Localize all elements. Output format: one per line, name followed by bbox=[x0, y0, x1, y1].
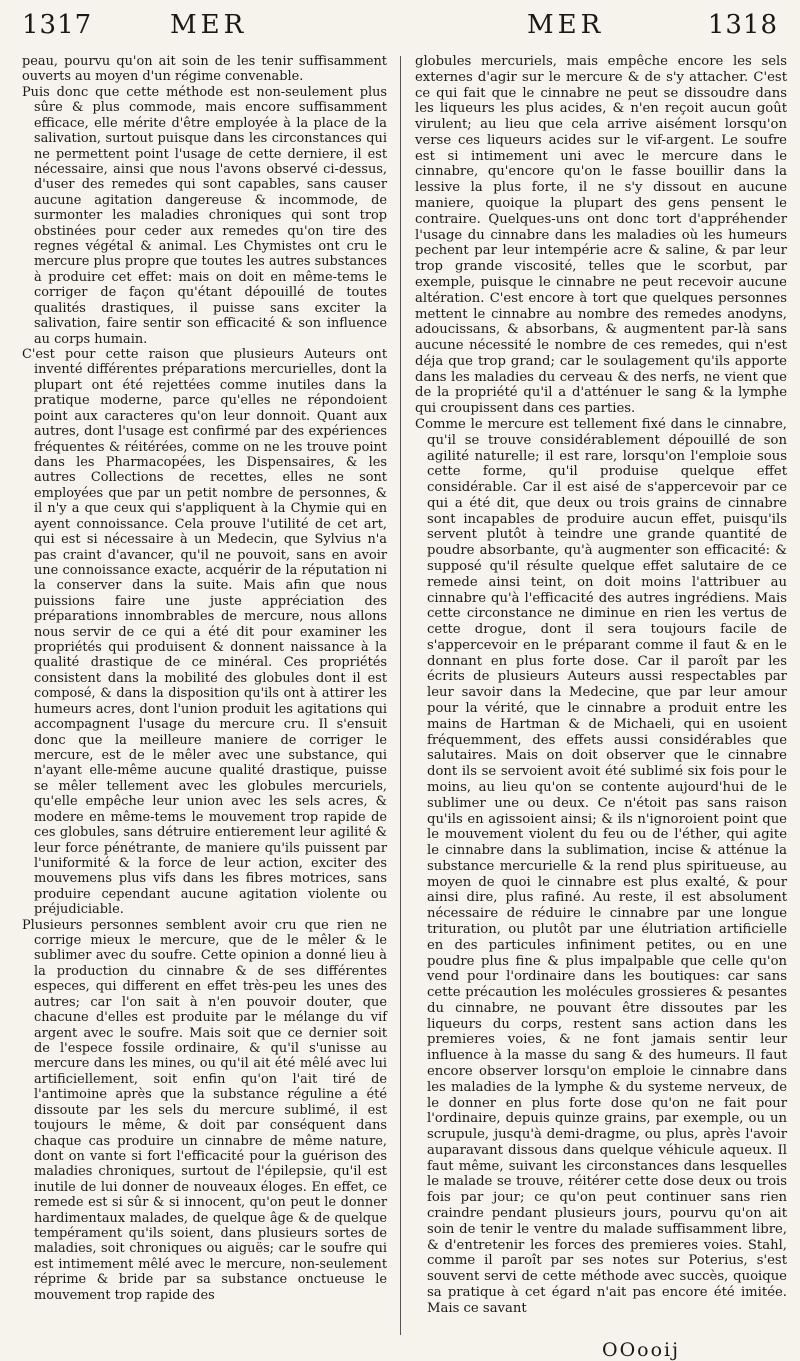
page-header bbox=[0, 10, 800, 60]
right-page-number: 1318 bbox=[707, 10, 778, 40]
right-column bbox=[415, 54, 787, 1317]
left-running-head: MER bbox=[170, 10, 248, 40]
paragraph: C'est pour cette raison que plusieurs Auteurs ont inventé différentes préparations mercurielles, dont la plupart ont été rejettées comme inutiles dans la pratique moderne, parce qu'elles ne répondoient point aux caracteres qu'on leur donnoit. Quant aux autres, dont l'usage est confirmé par des expériences fréquentes & réitérées, comme on ne les trouve point dans les Pharmacopées, les Dispensaires, & les autres Collections de recettes, elles ne sont employées que par un petit nombre de personnes, & il n'y a que ceux qui s'appliquent à la Chymie qui en ayent connoissance. Cela prouve l'utilité de cet art, qui est si nécessaire à un Medecin, que Sylvius n'a pas craint d'avancer, qu'il ne pouvoit, sans en avoir une connoissance exacte, acquérir de la réputation ni la conserver dans la suite. Mais afin que nous puissions faire une juste appréciation des préparations innombrables de mercure, nous allons nous servir de ce qui a été dit pour examiner les propriétés qui produisent & donnent naissance à la qualité drastique de ce minéral. Ces propriétés consistent dans la mobilité des globules dont il est composé, & dans la disposition qu'ils ont à attirer les humeurs acres, dont l'union produit les agitations qui accompagnent l'usage du mercure cru. Il s'ensuit donc que la meilleure maniere de corriger le mercure, est de le mêler avec une substance, qui n'ayant elle-même aucune qualité drastique, puisse se mêler tellement avec les globules mercuriels, qu'elle empêche leur union avec les sels acres, & modere en même-tems le mouvement trop rapide de ces globules, sans détruire entierement leur agilité & leur force pénétrante, de maniere qu'ils puissent par l'uniformité & la force de leur action, exciter des mouvemens plus vifs dans les fibres motrices, sans produire cependant aucune agitation violente ou préjudiciable. bbox=[22, 347, 387, 918]
right-running-head: MER bbox=[527, 10, 605, 40]
paragraph: Plusieurs personnes semblent avoir cru que rien ne corrige mieux le mercure, que de le mêler & le sublimer avec du soufre. Cette opinion a donné lieu à la production du cinnabre & de ses différentes especes, qui different en effet très-peu les unes des autres; car l'on sait à n'en pouvoir douter, que chacune d'elles est produite par le mélange du vif argent avec le soufre. Mais soit que ce dernier soit de l'espece fossile ordinaire, & qu'il s'unisse au mercure dans les mines, ou qu'il ait été mêlé avec lui artificiellement, soit enfin qu'on l'ait tiré de l'antimoine après que la substance réguline a été dissoute par les sels du mercure sublimé, il est toujours le même, & doit par conséquent dans chaque cas produire un cinnabre de même nature, dont on vante si fort l'efficacité pour la guérison des maladies chroniques, surtout de l'épilepsie, qu'il est inutile de lui donner de nouveaux éloges. En effet, ce remede est si sûr & si innocent, qu'on peut le donner hardimentaux malades, de quelque âge & de quelque tempérament qu'ils soient, dans plusieurs sortes de maladies, soit chroniques ou aiguës; car le soufre qui est intimement mêlé avec le mercure, non-seulement réprime & bride par sa substance onctueuse le mouvement trop rapide des bbox=[22, 917, 387, 1303]
column-divider bbox=[400, 56, 401, 1335]
paragraph: Comme le mercure est tellement fixé dans le cinnabre, qu'il se trouve considérablement dépouillé de son agilité naturelle; il est rare, lorsqu'on l'emploie sous cette forme, qu'il produise quelque effet considérable. Car il est aisé de s'appercevoir par ce qui a été dit, que deux ou trois grains de cinnabre sont incapables de produire aucun effet, puisqu'ils servent plutôt à teindre une grande quantité de poudre absorbante, qu'à augmenter son efficacité: & supposé qu'il résulte quelque effet salutaire de ce remede ainsi teint, on doit moins l'attribuer au cinnabre qu'à l'efficacité des autres ingrédiens. Mais cette circonstance ne diminue en rien les vertus de cette drogue, dont il sera toujours facile de s'appercevoir en le préparant comme il faut & en le donnant en plus forte dose. Car il paroît par les écrits de plusieurs Auteurs aussi respectables par leur savoir dans la Medecine, que par leur amour pour la vérité, que le cinnabre a produit entre les mains de Hartman & de Michaeli, qui en usoient fréquemment, des effets aussi considérables que salutaires. Mais on doit observer que le cinnabre dont ils se servoient avoit été sublimé six fois pour le moins, au lieu qu'on se contente aujourd'hui de le sublimer une ou deux. Ce n'étoit pas sans raison qu'ils en agissoient ainsi; & ils n'ignoroient point que le mouvement violent du feu ou de l'éther, qui agite le cinnabre dans la sublimation, incise & atténue la substance mercurielle & la rend plus spiritueuse, au moyen de quoi le cinnabre est plus exalté, & pour ainsi dire, plus rafiné. Au reste, il est absolument nécessaire de réduire le cinnabre par une longue trituration, ou plutôt par une élutriation artificielle en des particules infiniment petites, ou en une poudre plus fine & plus impalpable que celle qu'on vend pour l'ordinaire dans les boutiques: car sans cette précaution les molécules grossieres & pesantes du cinnabre, ne pouvant être dissoutes par les liqueurs du corps, restent sans action dans les premieres voies, & ne font jamais sentir leur influence à la masse du sang & des humeurs. Il faut encore observer lorsqu'on emploie le cinnabre dans les maladies de la lymphe & du systeme nerveux, de le donner en plus forte dose qu'on ne fait pour l'ordinaire, depuis quinze grains, par exemple, ou un scrupule, jusqu'à demi-dragme, ou plus, après l'avoir auparavant dissous dans quelque véhicule aqueux. Il faut même, suivant les circonstances dans lesquelles le malade se trouve, réitérer cette dose deux ou trois fois par jour; ce qu'on peut continuer sans rien craindre pendant plusieurs jours, pourvu qu'on ait soin de tenir le ventre du malade suffisamment libre, & d'entretenir les forces des premieres voies. Stahl, comme il paroît par ses notes sur Poterius, s'est souvent servi de cette méthode avec succès, quoique sa pratique à cet égard n'ait pas encore été imitée. Mais ce savant bbox=[415, 416, 787, 1316]
paragraph: peau, pourvu qu'on ait soin de les tenir suffisamment ouverts au moyen d'un régime convenable. bbox=[22, 54, 387, 85]
left-column bbox=[22, 54, 387, 1303]
signature-mark: OOooij bbox=[602, 1339, 680, 1361]
paragraph: Puis donc que cette méthode est non-seulement plus sûre & plus commode, mais encore suffisamment efficace, elle mérite d'être employée à la place de la salivation, surtout puisque dans les circonstances qui ne permettent point l'usage de cette derniere, il est nécessaire, ainsi que nous l'avons observé ci-dessus, d'user des remedes qui sont capables, sans causer aucune agitation dangereuse & incommode, de surmonter les maladies chroniques qui sont trop obstinées pour ceder aux remedes qu'on tire des regnes végétal & animal. Les Chymistes ont cru le mercure plus propre que toutes les autres substances à produire cet effet: mais on doit en même-tems le corriger de façon qu'étant dépouillé de toutes qualités drastiques, il puisse sans exciter la salivation, faire sentir son efficacité & son influence au corps humain. bbox=[22, 84, 387, 347]
left-page-number: 1317 bbox=[22, 10, 93, 40]
paragraph: globules mercuriels, mais empêche encore les sels externes d'agir sur le mercure & de s'y attacher. C'est ce qui fait que le cinnabre ne peut se dissoudre dans les liqueurs les plus acides, & n'en reçoit aucun goût virulent; au lieu que cela arrive aisément lorsqu'on verse ces liqueurs acides sur le vif-argent. Le soufre est si intimement uni avec le mercure dans le cinnabre, qu'encore qu'on le fasse bouillir dans la lessive la plus forte, il ne s'y dissout en aucune maniere, quoique la plupart des gens pensent le contraire. Quelques-uns ont donc tort d'appréhender l'usage du cinnabre dans les maladies où les humeurs pechent par leur intempérie acre & saline, & par leur trop grande viscosité, telles que le scorbut, par exemple, puisque le cinnabre ne peut recevoir aucune altération. C'est encore à tort que quelques personnes mettent le cinnabre au nombre des remedes anodyns, adoucissans, & absorbans, & augmentent par-là sans aucune nécessité le nombre de ces remedes, qui n'est déja que trop grand; car le soulagement qu'ils apporte dans les maladies du cerveau & des nerfs, ne vient que de la propriété qu'il a d'atténuer le sang & la lymphe qui croupissent dans ces parties. bbox=[415, 54, 787, 417]
